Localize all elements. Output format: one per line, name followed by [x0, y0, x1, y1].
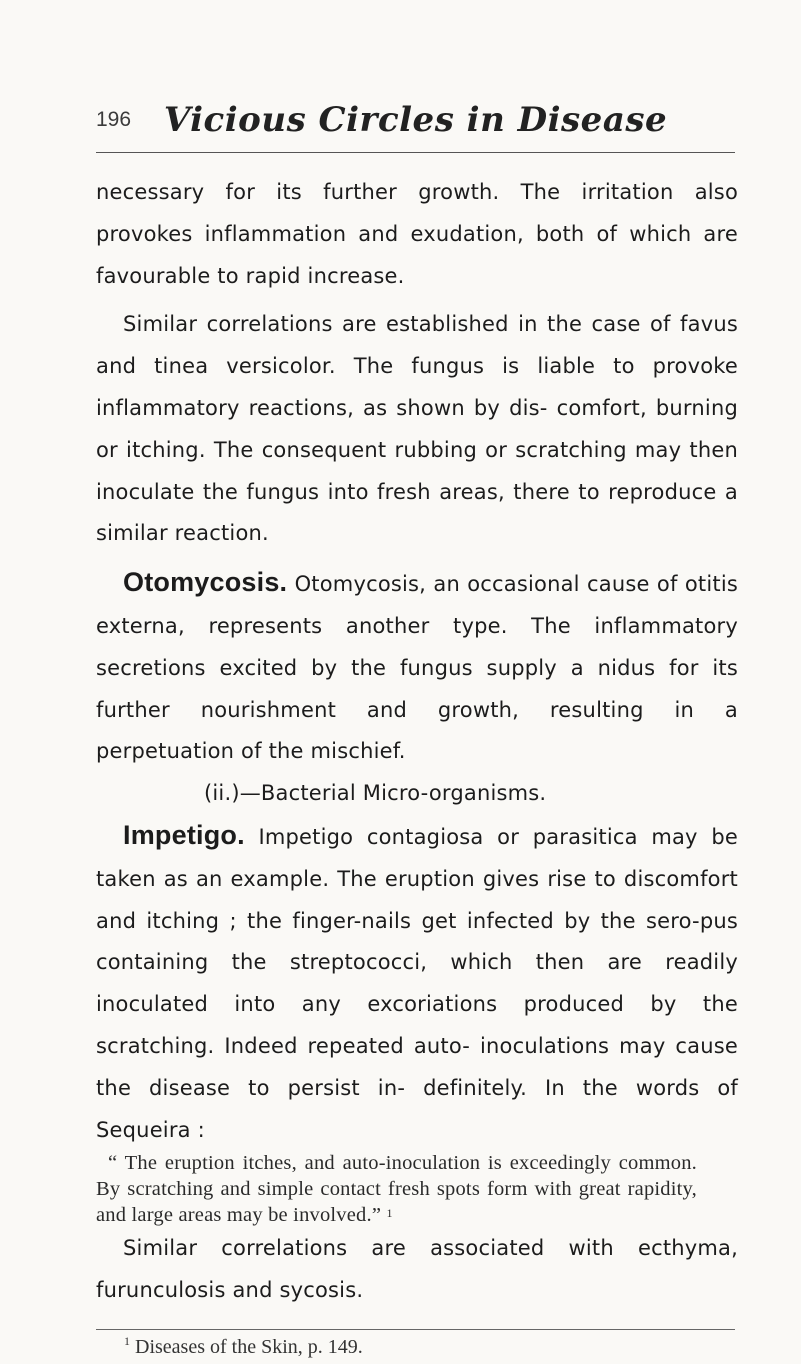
- impetigo-heading: Impetigo.: [123, 819, 245, 850]
- subsection-heading: (ii.)—Bacterial Micro-organisms.: [204, 781, 547, 806]
- paragraph-impetigo: [96, 815, 738, 1151]
- page-number: 196: [96, 108, 132, 131]
- paragraph-ecthyma: Similar correlations are associated with ecthyma, furunculosis and sycosis.: [96, 1236, 738, 1302]
- body-text: [96, 172, 738, 1312]
- running-title: Vicious Circles in Disease: [163, 100, 668, 140]
- quote-text: “ The eruption itches, and auto-inoculation is exceedingly common. By scratching and simple contact fresh spots form with great rapidity, and large areas may be involved.”: [96, 1152, 697, 1226]
- page-header: [96, 100, 735, 148]
- impetigo-text: Impetigo contagiosa or parasitica may be taken as an example. The eruption gives rise to discomfort and itching ; the finger-nails get infected by the sero-pus containing the streptococci, which then are readily inoculated into any excoriations produced by the scratching. Indeed repeated auto- inoculations may cause the disease to persist in- definitely. In the words of Sequeira :: [96, 824, 738, 1142]
- paragraph-otomycosis: [96, 562, 738, 773]
- block-quote: [96, 1151, 697, 1228]
- quote-footnote-marker: 1: [386, 1205, 393, 1220]
- header-rule: [96, 152, 735, 153]
- otomycosis-heading: Otomycosis.: [123, 567, 288, 598]
- footnote-marker: 1: [124, 1334, 130, 1348]
- paragraph-continuation: necessary for its further growth. The irritation also provokes inflammation and exudation, both of which are favourable to rapid increase.: [96, 180, 738, 288]
- otomycosis-text: Otomycosis, an occasional cause of otitis externa, represents another type. The inflammatory secretions excited by the fungus supply a nidus for its further nourishment and growth, resulting in a perpetuation of the mischief.: [96, 572, 738, 764]
- footnote: [124, 1336, 363, 1359]
- footnote-text: Diseases of the Skin, p. 149.: [135, 1336, 363, 1358]
- footnote-rule: [96, 1329, 735, 1330]
- paragraph-favus: Similar correlations are established in the case of favus and tinea versicolor. The fungus is liable to provoke inflammatory reactions, as shown by dis- comfort, burning or itching. The consequent rubbing or scratching may then inoculate the fungus into fresh areas, there to reproduce a similar reaction.: [96, 312, 738, 546]
